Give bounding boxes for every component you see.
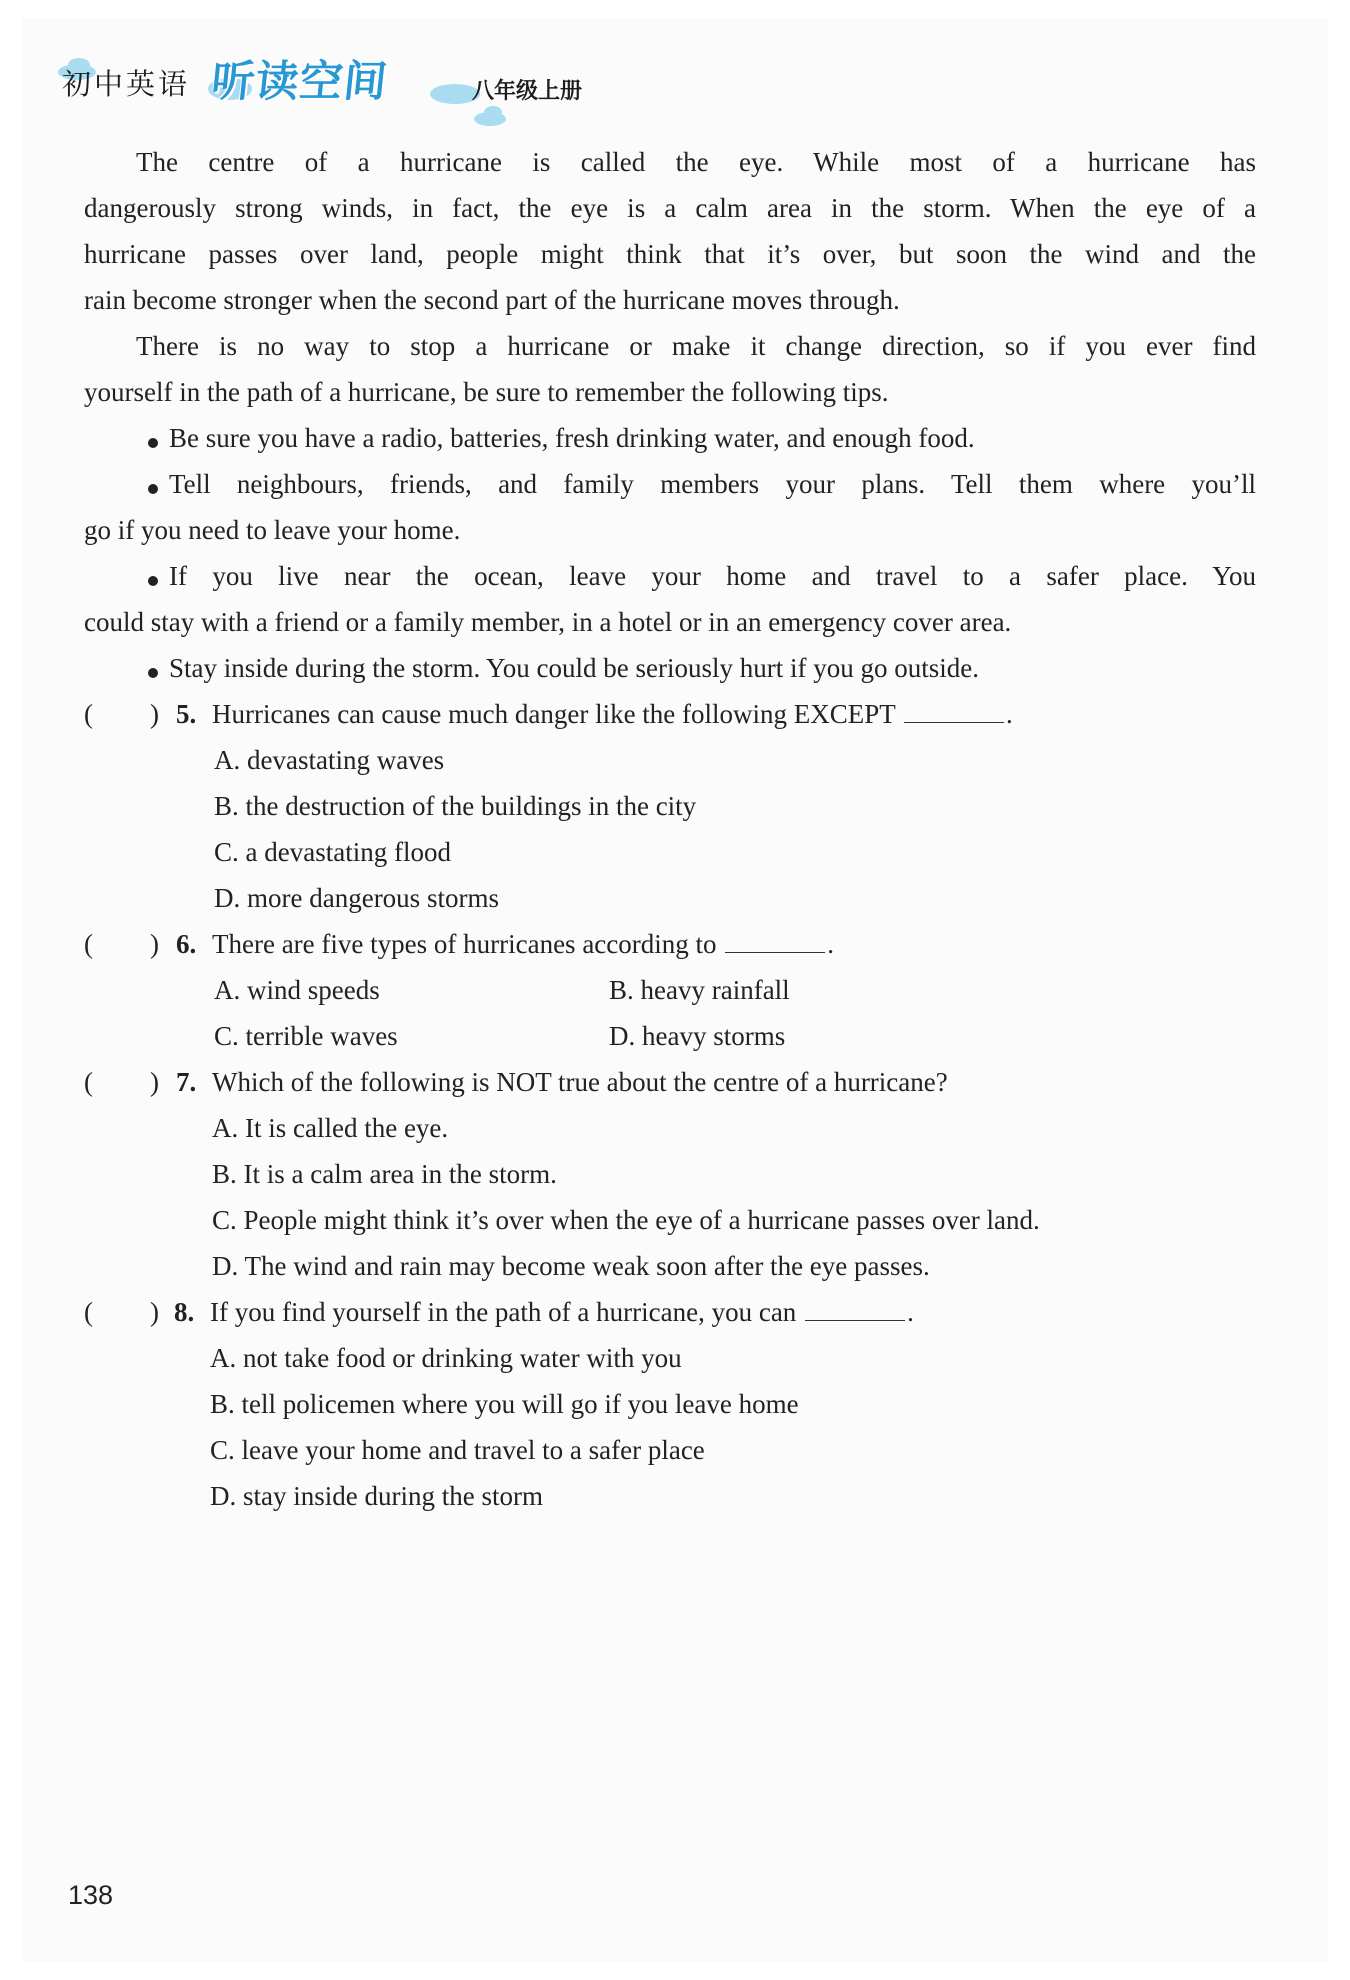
cloud-decoration-icon (484, 106, 502, 118)
tip-line: Tell neighbours, friends, and family members your plans. Tell them where you’ll (169, 469, 1256, 499)
question-stem-end: . (1006, 699, 1013, 729)
answer-paren-open: ( (84, 1297, 93, 1327)
option-b: B. the destruction of the buildings in the city (214, 791, 697, 821)
answer-blank (904, 700, 1004, 723)
grade-label: 八年级上册 (472, 79, 583, 104)
option-b: B. It is a calm area in the storm. (212, 1159, 557, 1189)
answer-paren-open: ( (84, 1067, 93, 1097)
bullet-icon (148, 438, 158, 448)
question-number: 7. (176, 1067, 197, 1097)
question-stem: Which of the following is NOT true about the centre of a hurricane? (212, 1067, 948, 1097)
question-stem-text: There are five types of hurricanes according to (212, 929, 717, 959)
passage-line: The centre of a hurricane is called the eye. While most of a hurricane has (136, 147, 1256, 177)
answer-paren-open: ( (84, 929, 93, 959)
answer-paren-open: ( (84, 699, 93, 729)
question-stem (212, 927, 834, 961)
answer-paren-close: ) (150, 1067, 159, 1097)
bullet-icon (148, 484, 158, 494)
question-number: 6. (176, 929, 197, 959)
option-c: C. leave your home and travel to a safer place (210, 1435, 705, 1465)
option-b: B. tell policemen where you will go if you leave home (210, 1389, 799, 1419)
option-c: C. terrible waves (214, 1021, 398, 1051)
passage-line: There is no way to stop a hurricane or make it change direction, so if you ever find (136, 331, 1256, 361)
question-stem-end: . (827, 929, 835, 959)
tip-line: go if you need to leave your home. (84, 515, 461, 545)
question-stem-text: Hurricanes can cause much danger like the following EXCEPT (212, 699, 896, 729)
question-number: 5. (176, 699, 197, 729)
option-a: A. devastating waves (214, 745, 445, 775)
page-number: 138 (68, 1880, 114, 1910)
answer-paren-close: ) (150, 929, 159, 959)
series-title: 初中英语 (62, 67, 191, 101)
option-a: A. not take food or drinking water with you (210, 1343, 682, 1373)
passage-line: dangerously strong winds, in fact, the eye is a calm area in the storm. When the eye of a (84, 193, 1256, 223)
tip-line: Be sure you have a radio, batteries, fresh drinking water, and enough food. (169, 423, 975, 453)
bullet-icon (148, 576, 158, 586)
answer-blank (725, 930, 825, 953)
tip-line: could stay with a friend or a family member, in a hotel or in an emergency cover area. (84, 607, 1012, 637)
option-b: B. heavy rainfall (609, 975, 790, 1005)
passage-line: hurricane passes over land, people might think that it’s over, but soon the wind and the (84, 239, 1256, 269)
passage-line: rain become stronger when the second part of the hurricane moves through. (84, 285, 900, 315)
bullet-icon (148, 668, 158, 678)
question-number: 8. (174, 1297, 195, 1327)
question-stem-text: If you find yourself in the path of a hurricane, you can (210, 1297, 797, 1327)
answer-paren-close: ) (150, 1297, 159, 1327)
tip-line: Stay inside during the storm. You could be seriously hurt if you go outside. (169, 653, 979, 683)
option-d: D. more dangerous storms (214, 883, 499, 913)
option-a: A. It is called the eye. (212, 1113, 449, 1143)
question-stem (210, 1295, 914, 1329)
option-a: A. wind speeds (214, 975, 380, 1005)
answer-blank (805, 1298, 905, 1321)
question-stem (212, 697, 1013, 731)
question-stem-end: . (907, 1297, 914, 1327)
option-d: D. stay inside during the storm (210, 1481, 543, 1511)
answer-paren-close: ) (150, 699, 159, 729)
option-d: D. heavy storms (609, 1021, 786, 1051)
option-c: C. People might think it’s over when the eye of a hurricane passes over land. (212, 1205, 1040, 1235)
textbook-page (22, 18, 1328, 1962)
option-d: D. The wind and rain may become weak soon after the eye passes. (212, 1251, 930, 1281)
passage-line: yourself in the path of a hurricane, be sure to remember the following tips. (84, 377, 889, 407)
brand-title: 听读空间 (209, 57, 391, 107)
option-c: C. a devastating flood (214, 837, 451, 867)
tip-line: If you live near the ocean, leave your home and travel to a safer place. You (169, 561, 1256, 591)
